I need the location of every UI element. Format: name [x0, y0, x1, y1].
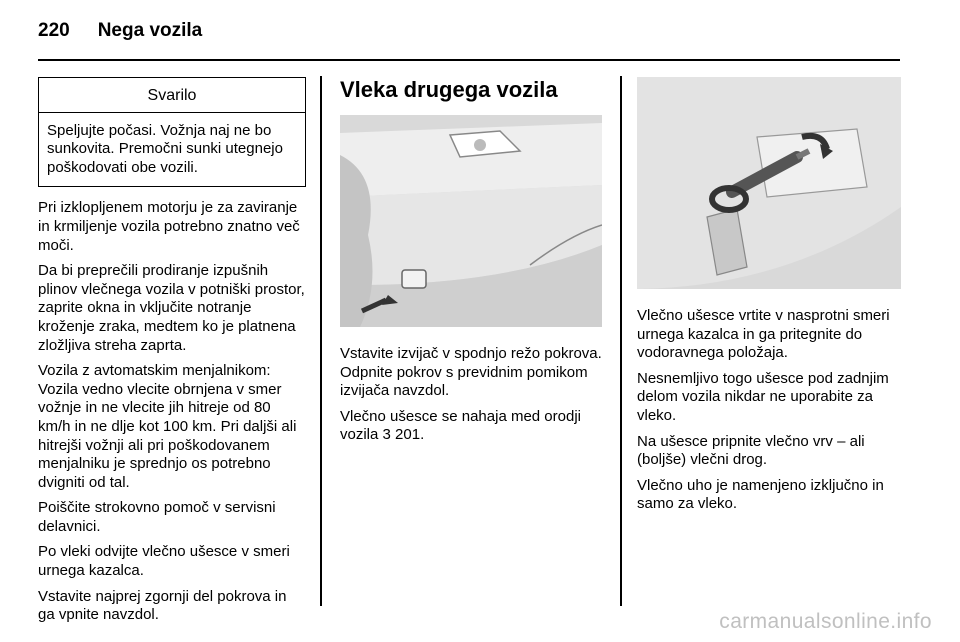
column-left	[38, 77, 306, 632]
column-separator	[620, 76, 622, 606]
page-title: Nega vozila	[97, 20, 203, 41]
paragraph: Vlečno ušesce vrtite v nasprotni smeri urnega kazalca in ga pritegnite do vodoravnega položaja.	[637, 307, 890, 362]
paragraph: Vstavite najprej zgornji del pokrova in ga vpnite navzdol.	[38, 587, 287, 624]
paragraph: Vstavite izvijač v spodnjo režo pokrova. Odpnite pokrov s previdnim pomikom izvijača navzdol.	[340, 345, 602, 400]
warning-box	[38, 77, 306, 187]
warning-title: Svarilo	[39, 78, 305, 113]
paragraph: Poiščite strokovno pomoč v servisni delavnici.	[38, 499, 276, 535]
page-reference: 3 201.	[382, 426, 425, 444]
towing-eye-illustration	[637, 77, 901, 289]
column-separator	[320, 76, 322, 606]
rear-bumper-cover-illustration	[340, 115, 602, 327]
paragraph	[340, 408, 608, 445]
column-right	[637, 77, 905, 521]
warning-text: Speljujte počasi. Vožnja naj ne bo sunkovita. Premočni sunki utegnejo poškodovati obe vozili.	[47, 121, 283, 176]
paragraph: Pri izklopljenem motorju je za zaviranje in krmiljenje vozila potrebno znatno več moči.	[38, 199, 300, 254]
paragraph-text: Vlečno ušesce se nahaja med orodji vozila	[340, 407, 581, 444]
paragraph: Vlečno uho je namenjeno izključno in samo za vleko.	[637, 476, 884, 513]
paragraph: Na ušesce pripnite vlečno vrv – ali (boljše) vlečni drog.	[637, 432, 865, 469]
paragraph: Nesnemljivo togo ušesce pod zadnjim delom vozila nikdar ne uporabite za vleko.	[637, 369, 889, 424]
header-rule	[38, 59, 900, 61]
watermark: carmanualsonline.info	[719, 610, 932, 633]
paragraph: Vozila z avtomatskim menjalnikom: Vozila vedno vlecite obrnjena v smer vožnje in ne vlecite jih hitreje od 80 km/h in ne dlje kot 100 km. Pri daljši ali hitrejši vožnji ali pri poškodovanem menjalniku je sprednjo os potrebno dvigniti od tal.	[38, 362, 297, 491]
paragraph: Da bi preprečili prodiranje izpušnih plinov vlečnega vozila v potniški prostor, zaprite okna in vključite notranje kroženje zraka, medtem ko je platnena zložljiva streha zaprta.	[38, 262, 305, 354]
section-heading: Vleka drugega vozila	[340, 77, 558, 102]
page-number: 220	[38, 20, 70, 41]
paragraph: Po vleki odvijte vlečno ušesce v smeri urnega kazalca.	[38, 543, 290, 580]
page-header	[38, 20, 202, 42]
column-middle	[340, 77, 608, 452]
